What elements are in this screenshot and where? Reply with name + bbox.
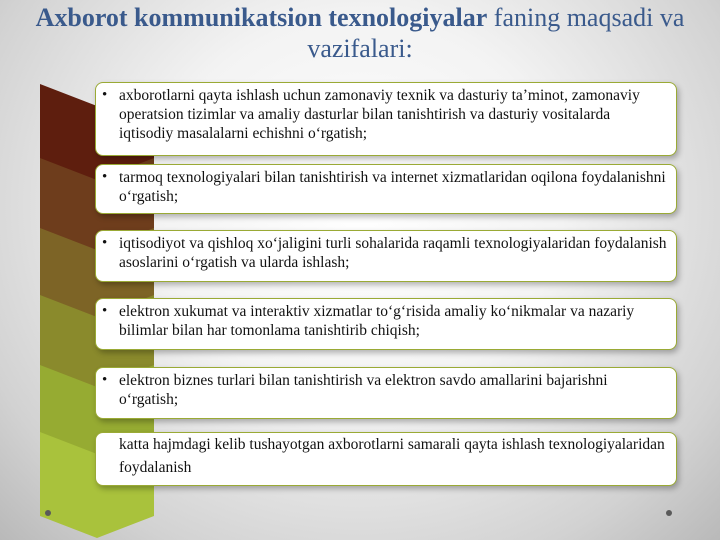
- bullet-marker: •: [102, 303, 108, 319]
- list-item-text: katta hajmdagi kelib tushayotgan axborotlarni samarali qayta ishlash texnologiyalaridan foydalanish: [119, 436, 665, 476]
- corner-dot-left: [45, 510, 51, 516]
- list-item-3: [95, 230, 677, 282]
- list-item-6: [95, 432, 677, 486]
- list-item-text: axborotlarni qayta ishlash uchun zamonaviy texnik va dasturiy ta’minot, zamonaviy operatsion tizimlar va amaliy dasturlar bilan tanishtirish va dasturiy vositalarda iqtisodiy masalalarni echishni o‘rgatish;: [119, 87, 640, 142]
- slide-title: [20, 2, 700, 64]
- list-item-text: elektron biznes turlari bilan tanishtirish va elektron savdo amallarini bajarishni o‘rgatish;: [119, 372, 608, 408]
- list-item-text: elektron xukumat va interaktiv xizmatlar to‘g‘risida amaliy ko‘nikmalar va nazariy bilimlar bilan har tomonlama tanishtirib chiqish;: [119, 303, 635, 339]
- list-item-5: [95, 367, 677, 419]
- bullet-marker: •: [102, 87, 108, 103]
- bullet-marker: •: [102, 372, 108, 388]
- corner-dot-right: [666, 510, 672, 516]
- list-item-2: [95, 164, 677, 214]
- title-bold-part: Axborot kommunikatsion texnologiyalar: [35, 3, 488, 32]
- list-item-text: tarmoq texnologiyalari bilan tanishtirish va internet xizmatlaridan oqilona foydalanishni o‘rgatish;: [119, 169, 666, 205]
- title-normal-part: faning maqsadi va vazifalari:: [307, 3, 685, 63]
- bullet-marker: •: [102, 235, 108, 251]
- list-item-1: [95, 82, 677, 156]
- bullet-marker: •: [102, 169, 108, 185]
- list-item-4: [95, 298, 677, 350]
- list-item-text: iqtisodiyot va qishloq xo‘jaligini turli sohalarida raqamli texnologiyalaridan foydalanish asoslarini o‘rgatish va ularda ishlash;: [119, 235, 667, 271]
